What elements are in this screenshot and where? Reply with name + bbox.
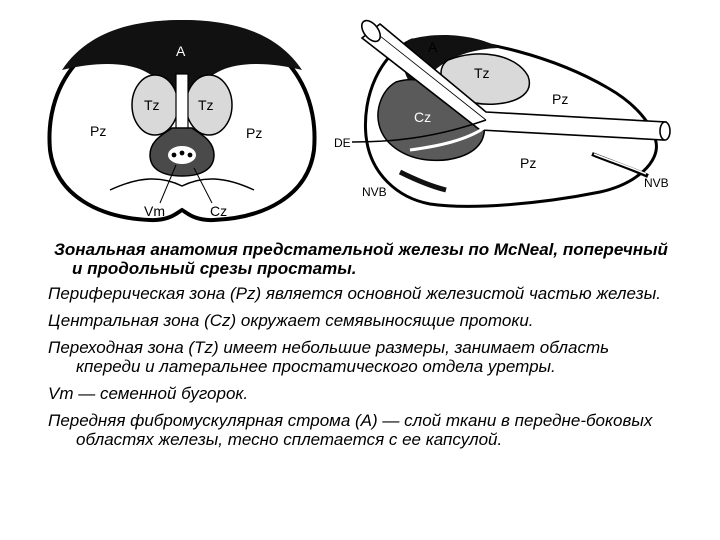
transverse-label-cz: Cz	[210, 203, 228, 219]
sagittal-label-a: A	[428, 39, 438, 55]
sagittal-label-cz: Cz	[414, 109, 432, 125]
sagittal-section	[334, 17, 670, 206]
caption-paragraph-a: Передняя фибромускулярная строма (А) — слой ткани в передне-боковых областях железы, тесно сплетается с ее капсулой.	[48, 411, 653, 449]
caption-paragraph-cz: Центральная зона (Cz) окружает семявыносящие протоки.	[48, 311, 534, 330]
caption-paragraph-vm: Vm — семенной бугорок.	[48, 384, 249, 403]
transverse-section	[49, 20, 314, 220]
transverse-label-pz-right: Pz	[246, 125, 263, 141]
transverse-label-pz-left: Pz	[90, 123, 107, 139]
sagittal-label-nvb-left: NVB	[362, 185, 387, 199]
prostate-zonal-anatomy-figure	[0, 0, 720, 240]
sagittal-label-nvb-right: NVB	[644, 176, 669, 190]
sagittal-label-de: DE	[334, 136, 351, 150]
caption-block	[48, 240, 678, 457]
transverse-label-tz-left: Tz	[144, 97, 160, 113]
sagittal-label-pz-upper: Pz	[552, 91, 569, 107]
sagittal-urethra-distal-end	[660, 122, 670, 140]
transverse-label-vm: Vm	[144, 203, 165, 219]
caption-paragraph-tz: Переходная зона (Tz) имеет небольшие размеры, занимает область кпереди и латеральнее простатического отдела уретры.	[48, 338, 610, 376]
transverse-label-tz-right: Tz	[198, 97, 214, 113]
ejaculatory-duct-dot	[172, 153, 177, 158]
transverse-label-a: A	[176, 43, 186, 59]
ejaculatory-duct-dot	[180, 151, 185, 156]
ejaculatory-duct-dot	[188, 153, 193, 158]
transverse-urethra	[176, 74, 188, 134]
sagittal-label-pz-lower: Pz	[520, 155, 537, 171]
caption-paragraph-pz: Периферическая зона (Pz) является основной железистой частью железы.	[48, 284, 661, 303]
caption-title: Зональная анатомия предстательной железы по McNeal, поперечный и продольный срезы простаты.	[54, 240, 668, 278]
sagittal-label-tz: Tz	[474, 65, 490, 81]
